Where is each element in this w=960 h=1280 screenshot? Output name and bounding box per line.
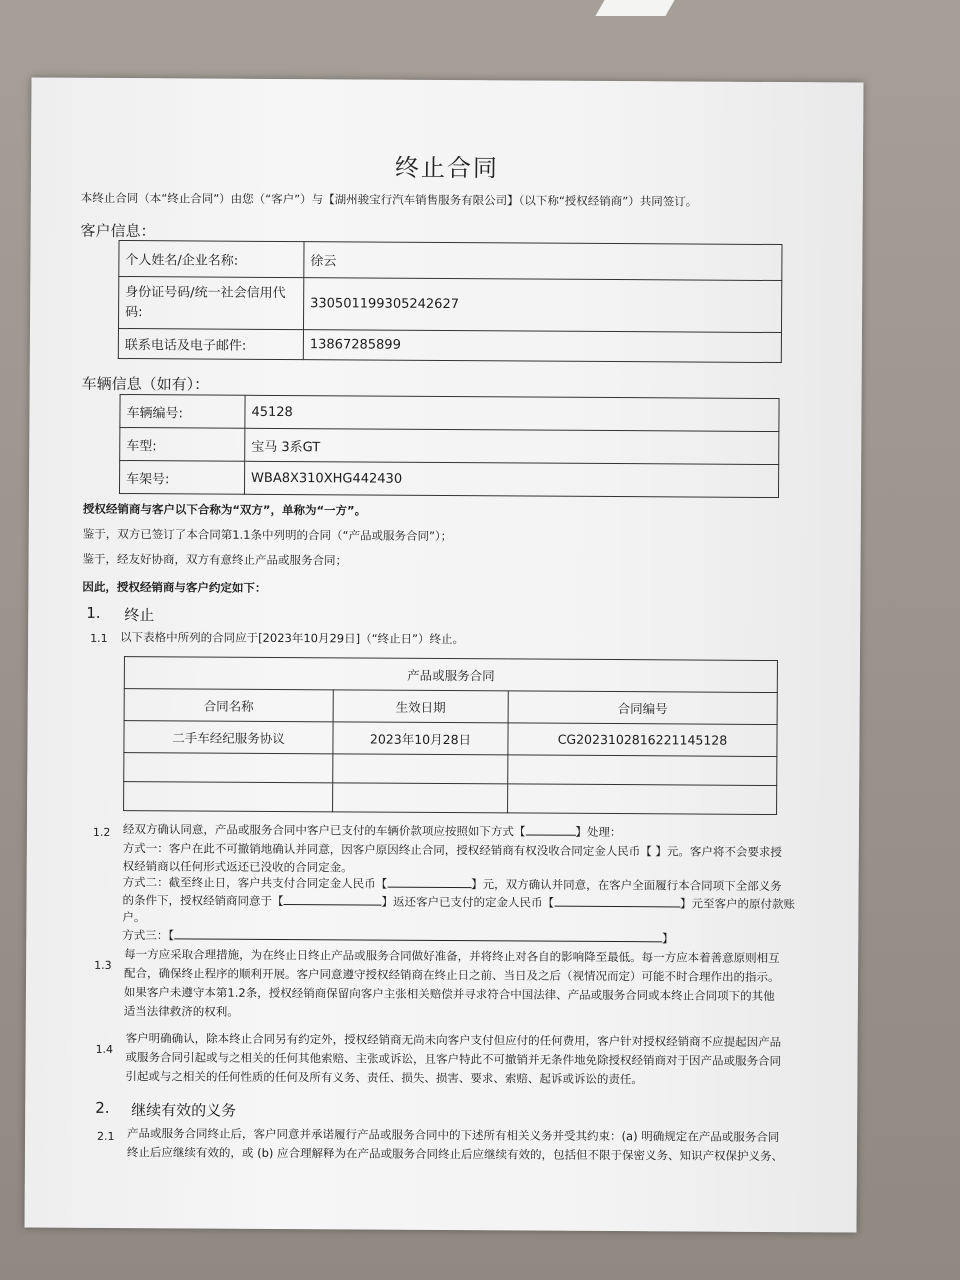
clause-1-4-line-2: 或服务合同引起或与之相关的任何其他索赔、主张或诉讼，且客户特此不可撤销并无条件地免除授权经销商对于因产品或服务合同	[125, 1050, 782, 1069]
intro-paragraph: 本终止合同（本“终止合同”）由您（“客户”）与【湖州骏宝行汽车销售服务有限公司】（以下称“授权经销商”）共同签订。	[80, 190, 698, 209]
document-title: 终止合同	[394, 153, 500, 183]
document-sheet	[24, 77, 863, 1232]
section-2-title: 继续有效的义务	[131, 1101, 237, 1120]
customer-id-value: 330501199305242627	[303, 278, 781, 333]
contract-table	[123, 656, 778, 815]
cell-contract-name: 二手车经纪服务协议	[124, 721, 333, 754]
clause-1-3-line-1: 每一方应采取合理措施，为在终止日终止产品或服务合同做好准备，并将终止对各自的影响降至最低。每一方应本着善意原则相互	[124, 947, 780, 966]
customer-info-table	[118, 240, 783, 363]
clause-1-4-number: 1.4	[95, 1042, 114, 1056]
customer-contact-value: 13867285899	[303, 330, 781, 363]
customer-info-heading: 客户信息：	[80, 221, 156, 241]
background-paper-corner	[595, 0, 674, 16]
table-row	[120, 428, 779, 465]
recital-therefore: 因此，授权经销商与客户约定如下：	[82, 579, 267, 595]
contract-table-caption: 产品或服务合同	[124, 657, 777, 693]
vehicle-info-heading: 车辆信息（如有）：	[81, 374, 210, 394]
recital-whereas-1: 鉴于，双方已签订了本合同第1.1条中列明的合同（“产品或服务合同”）；	[82, 526, 453, 544]
vehicle-number-value: 45128	[245, 395, 779, 431]
clause-1-2-option-1-line-1: 方式一：客户在此不可撤销地确认并同意，因客户原因终止合同，授权经销商有权没收合同定金人民币【 】元。客户将不会要求授	[122, 841, 783, 860]
clause-1-2-option-2-line-3: 户。	[122, 910, 146, 925]
clause-1-4-line-3: 引起或与之相关的任何性质的任何及所有义务、责任、损失、损害、要求、索赔、起诉或诉讼的责任。	[125, 1069, 643, 1087]
header-contract-number: 合同编号	[508, 691, 777, 725]
clause-1-2-option-3: 方式三：【 】	[122, 928, 674, 946]
table-header-row	[124, 689, 777, 725]
cell-effective-date: 2023年10月28日	[333, 722, 508, 755]
table-row-empty	[124, 753, 777, 786]
customer-name-label: 个人姓名/企业名称:	[119, 241, 304, 278]
vehicle-model-label: 车型:	[120, 428, 245, 462]
table-row	[124, 721, 777, 757]
table-row	[124, 657, 777, 693]
vin-label: 车架号:	[119, 461, 244, 495]
vehicle-number-label: 车辆编号:	[120, 395, 245, 429]
table-row	[119, 461, 778, 498]
cell-contract-number: CG2023102816221145128	[508, 723, 777, 757]
section-1-number: 1.	[86, 603, 101, 622]
clause-1-4-line-1: 客户明确确认，除本终止合同另有约定外，授权经销商无尚未向客户支付但应付的任何费用，客户针对授权经销商不应提起因产品	[125, 1031, 782, 1050]
clause-1-2-option-1-line-2: 权经销商以任何形式返还已没收的合同定金。	[122, 859, 353, 875]
vin-value: WBA8X310XHG442430	[244, 461, 778, 497]
clause-1-2-intro: 经双方确认同意，产品或服务合同中客户已支付的车辆价款项应按照如下方式【 】处理：	[122, 822, 622, 840]
clause-2-1-number: 2.1	[97, 1129, 115, 1143]
recital-parties: 授权经销商与客户以下合称为“双方”，单称为“一方”。	[82, 501, 367, 518]
clause-1-2-option-2-line-2: 的条件下，授权经销商同意于【 】返还客户已支付的定金人民币【 】元至客户的原付款账	[122, 893, 796, 912]
recital-whereas-2: 鉴于，经友好协商，双方有意终止产品或服务合同；	[82, 551, 348, 568]
clause-1-3-line-2: 配合，确保终止程序的顺利开展。客户同意遵守授权经销商在终止日之前、当日及之后（视情况而定）可能不时合理作出的指示。	[124, 966, 780, 985]
table-row	[118, 329, 781, 363]
customer-id-label: 身份证号码/统一社会信用代码:	[118, 277, 303, 330]
clause-1-2-number: 1.2	[92, 825, 111, 839]
customer-name-value: 徐云	[304, 242, 782, 281]
table-row	[120, 395, 779, 432]
table-row	[118, 277, 781, 333]
table-row-empty	[124, 782, 777, 815]
customer-contact-label: 联系电话及电子邮件:	[118, 329, 303, 360]
vehicle-info-table	[119, 394, 780, 498]
clause-2-1-line-1: 产品或服务合同终止后，客户同意并承诺履行产品或服务合同中的下述所有相关义务并受其约束：(a) 明确规定在产品或服务合同	[127, 1126, 780, 1145]
clause-2-1-line-2: 终止后应继续有效的，或 (b) 应合理解释为在产品或服务合同终止后应继续有效的，包括但不限于保密义务、知识产权保护义务、	[126, 1145, 784, 1164]
clause-1-1-number: 1.1	[90, 631, 108, 645]
vehicle-model-value: 宝马 3系GT	[245, 428, 779, 464]
clause-1-1-text: 以下表格中所列的合同应于[2023年10月29日]（“终止日”）终止。	[120, 630, 465, 647]
section-1-title: 终止	[124, 606, 155, 625]
header-effective-date: 生效日期	[333, 690, 508, 723]
header-contract-name: 合同名称	[124, 689, 333, 722]
clause-1-3-line-4: 适当法律救济的权利。	[123, 1004, 239, 1019]
clause-1-2-option-2-line-1: 方式二：截至终止日，客户共支付合同定金人民币【 】元，双方确认并同意，在客户全面履行本合同项下全部义务	[122, 875, 782, 894]
clause-1-3-line-3: 如果客户未遵守本第1.2条，授权经销商保留向客户主张相关赔偿并寻求符合中国法律、产品或服务合同或本终止合同项下的其他	[123, 985, 775, 1004]
table-row	[119, 241, 782, 281]
section-2-number: 2.	[95, 1098, 110, 1117]
clause-1-3-number: 1.3	[94, 958, 112, 972]
